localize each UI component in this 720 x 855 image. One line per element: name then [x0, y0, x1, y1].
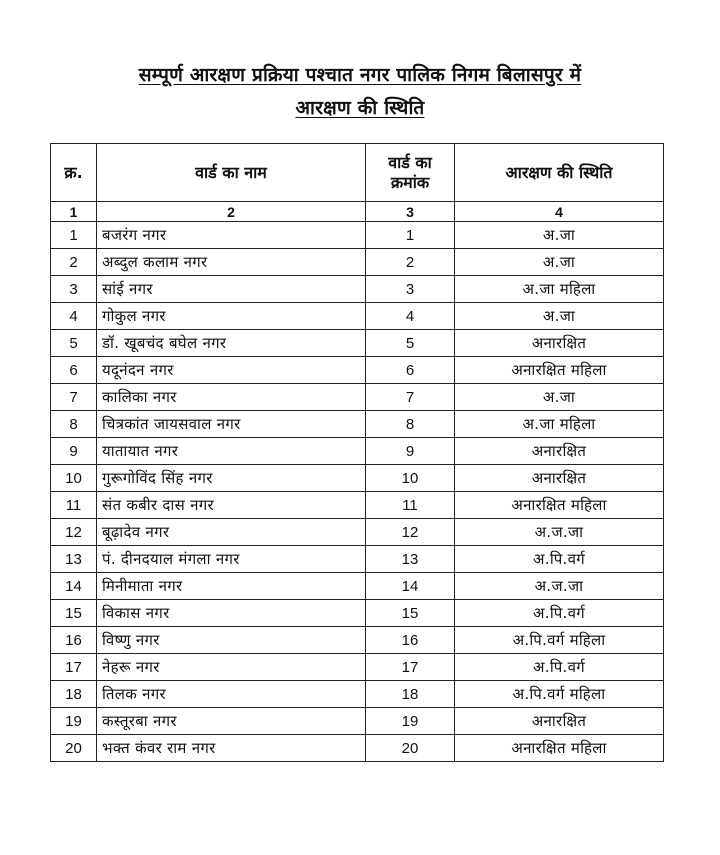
table-row	[51, 546, 664, 573]
table-row	[51, 222, 664, 249]
column-number: 1	[51, 202, 97, 222]
header-ward-number	[366, 144, 455, 202]
row-ward-name: यातायात नगर	[97, 438, 366, 465]
table-header-row	[51, 144, 664, 202]
row-ward-number: 15	[366, 600, 455, 627]
row-reservation-status: अ.पि.वर्ग	[455, 654, 664, 681]
row-serial-number: 1	[51, 222, 97, 249]
row-ward-name: पं. दीनदयाल मंगला नगर	[97, 546, 366, 573]
row-serial-number: 20	[51, 735, 97, 762]
table-row	[51, 357, 664, 384]
row-ward-name: सांई नगर	[97, 276, 366, 303]
row-ward-number: 4	[366, 303, 455, 330]
row-ward-number: 6	[366, 357, 455, 384]
row-serial-number: 2	[51, 249, 97, 276]
row-ward-number: 10	[366, 465, 455, 492]
row-reservation-status: अ.जा	[455, 384, 664, 411]
table-row	[51, 519, 664, 546]
row-serial-number: 15	[51, 600, 97, 627]
table-row	[51, 573, 664, 600]
row-ward-number: 1	[366, 222, 455, 249]
table-row	[51, 411, 664, 438]
row-ward-number: 18	[366, 681, 455, 708]
row-ward-number: 3	[366, 276, 455, 303]
row-reservation-status: अ.जा	[455, 249, 664, 276]
row-ward-name: चित्रकांत जायसवाल नगर	[97, 411, 366, 438]
row-ward-number: 13	[366, 546, 455, 573]
row-ward-name: गोकुल नगर	[97, 303, 366, 330]
row-reservation-status: अनारक्षित	[455, 330, 664, 357]
row-reservation-status: अ.पि.वर्ग	[455, 600, 664, 627]
row-serial-number: 9	[51, 438, 97, 465]
row-serial-number: 7	[51, 384, 97, 411]
row-ward-name: तिलक नगर	[97, 681, 366, 708]
row-serial-number: 5	[51, 330, 97, 357]
row-ward-number: 7	[366, 384, 455, 411]
row-reservation-status: अ.पि.वर्ग महिला	[455, 681, 664, 708]
column-number: 3	[366, 202, 455, 222]
row-ward-number: 5	[366, 330, 455, 357]
row-reservation-status: अनारक्षित महिला	[455, 492, 664, 519]
row-serial-number: 11	[51, 492, 97, 519]
table-row	[51, 654, 664, 681]
header-ward-number-line-1: वार्ड का	[388, 152, 432, 172]
table-row	[51, 330, 664, 357]
row-ward-name: कस्तूरबा नगर	[97, 708, 366, 735]
row-reservation-status: अनारक्षित	[455, 708, 664, 735]
table-row	[51, 681, 664, 708]
header-ward-name: वार्ड का नाम	[97, 144, 366, 202]
row-ward-name: यदूनंदन नगर	[97, 357, 366, 384]
reservation-table	[50, 143, 664, 762]
table-row	[51, 384, 664, 411]
row-reservation-status: अनारक्षित	[455, 465, 664, 492]
row-ward-number: 20	[366, 735, 455, 762]
row-serial-number: 14	[51, 573, 97, 600]
row-ward-name: भक्त कंवर राम नगर	[97, 735, 366, 762]
row-ward-name: अब्दुल कलाम नगर	[97, 249, 366, 276]
row-ward-name: बजरंग नगर	[97, 222, 366, 249]
row-serial-number: 3	[51, 276, 97, 303]
row-ward-number: 11	[366, 492, 455, 519]
row-reservation-status: अ.जा	[455, 222, 664, 249]
row-reservation-status: अनारक्षित महिला	[455, 357, 664, 384]
row-reservation-status: अ.पि.वर्ग महिला	[455, 627, 664, 654]
table-row	[51, 465, 664, 492]
table-row	[51, 303, 664, 330]
row-ward-name: मिनीमाता नगर	[97, 573, 366, 600]
row-ward-number: 14	[366, 573, 455, 600]
row-ward-name: डॉ. खूबचंद बघेल नगर	[97, 330, 366, 357]
row-serial-number: 16	[51, 627, 97, 654]
row-ward-number: 19	[366, 708, 455, 735]
row-reservation-status: अनारक्षित	[455, 438, 664, 465]
row-serial-number: 8	[51, 411, 97, 438]
row-ward-number: 16	[366, 627, 455, 654]
row-reservation-status: अ.पि.वर्ग	[455, 546, 664, 573]
row-serial-number: 17	[51, 654, 97, 681]
row-ward-name: संत कबीर दास नगर	[97, 492, 366, 519]
header-reservation-status: आरक्षण की स्थिति	[455, 144, 664, 202]
document-title-line-1: सम्पूर्ण आरक्षण प्रक्रिया पश्चात नगर पालिक निगम बिलासपुर में	[138, 64, 582, 86]
table-row	[51, 627, 664, 654]
header-serial: क्र.	[51, 144, 97, 202]
row-reservation-status: अ.जा महिला	[455, 276, 664, 303]
row-serial-number: 18	[51, 681, 97, 708]
row-reservation-status: अ.जा महिला	[455, 411, 664, 438]
document-title-line-2: आरक्षण की स्थिति	[295, 97, 425, 119]
row-reservation-status: अनारक्षित महिला	[455, 735, 664, 762]
table-row	[51, 276, 664, 303]
row-serial-number: 12	[51, 519, 97, 546]
row-serial-number: 19	[51, 708, 97, 735]
column-number-row	[51, 202, 664, 222]
row-ward-name: विकास नगर	[97, 600, 366, 627]
table-row	[51, 600, 664, 627]
row-ward-name: नेहरू नगर	[97, 654, 366, 681]
row-reservation-status: अ.जा	[455, 303, 664, 330]
row-serial-number: 13	[51, 546, 97, 573]
header-ward-number-line-2: क्रमांक	[390, 172, 430, 192]
table-row	[51, 492, 664, 519]
row-ward-name: बूढ़ादेव नगर	[97, 519, 366, 546]
row-ward-number: 2	[366, 249, 455, 276]
row-ward-number: 12	[366, 519, 455, 546]
row-reservation-status: अ.ज.जा	[455, 519, 664, 546]
row-ward-number: 17	[366, 654, 455, 681]
row-ward-number: 8	[366, 411, 455, 438]
table-row	[51, 708, 664, 735]
column-number: 4	[455, 202, 664, 222]
row-serial-number: 6	[51, 357, 97, 384]
table-row	[51, 735, 664, 762]
row-ward-name: कालिका नगर	[97, 384, 366, 411]
row-reservation-status: अ.ज.जा	[455, 573, 664, 600]
row-ward-number: 9	[366, 438, 455, 465]
row-ward-name: विष्णु नगर	[97, 627, 366, 654]
table-row	[51, 438, 664, 465]
row-serial-number: 4	[51, 303, 97, 330]
column-number: 2	[97, 202, 366, 222]
row-ward-name: गुरूगोविंद सिंह नगर	[97, 465, 366, 492]
table-row	[51, 249, 664, 276]
row-serial-number: 10	[51, 465, 97, 492]
